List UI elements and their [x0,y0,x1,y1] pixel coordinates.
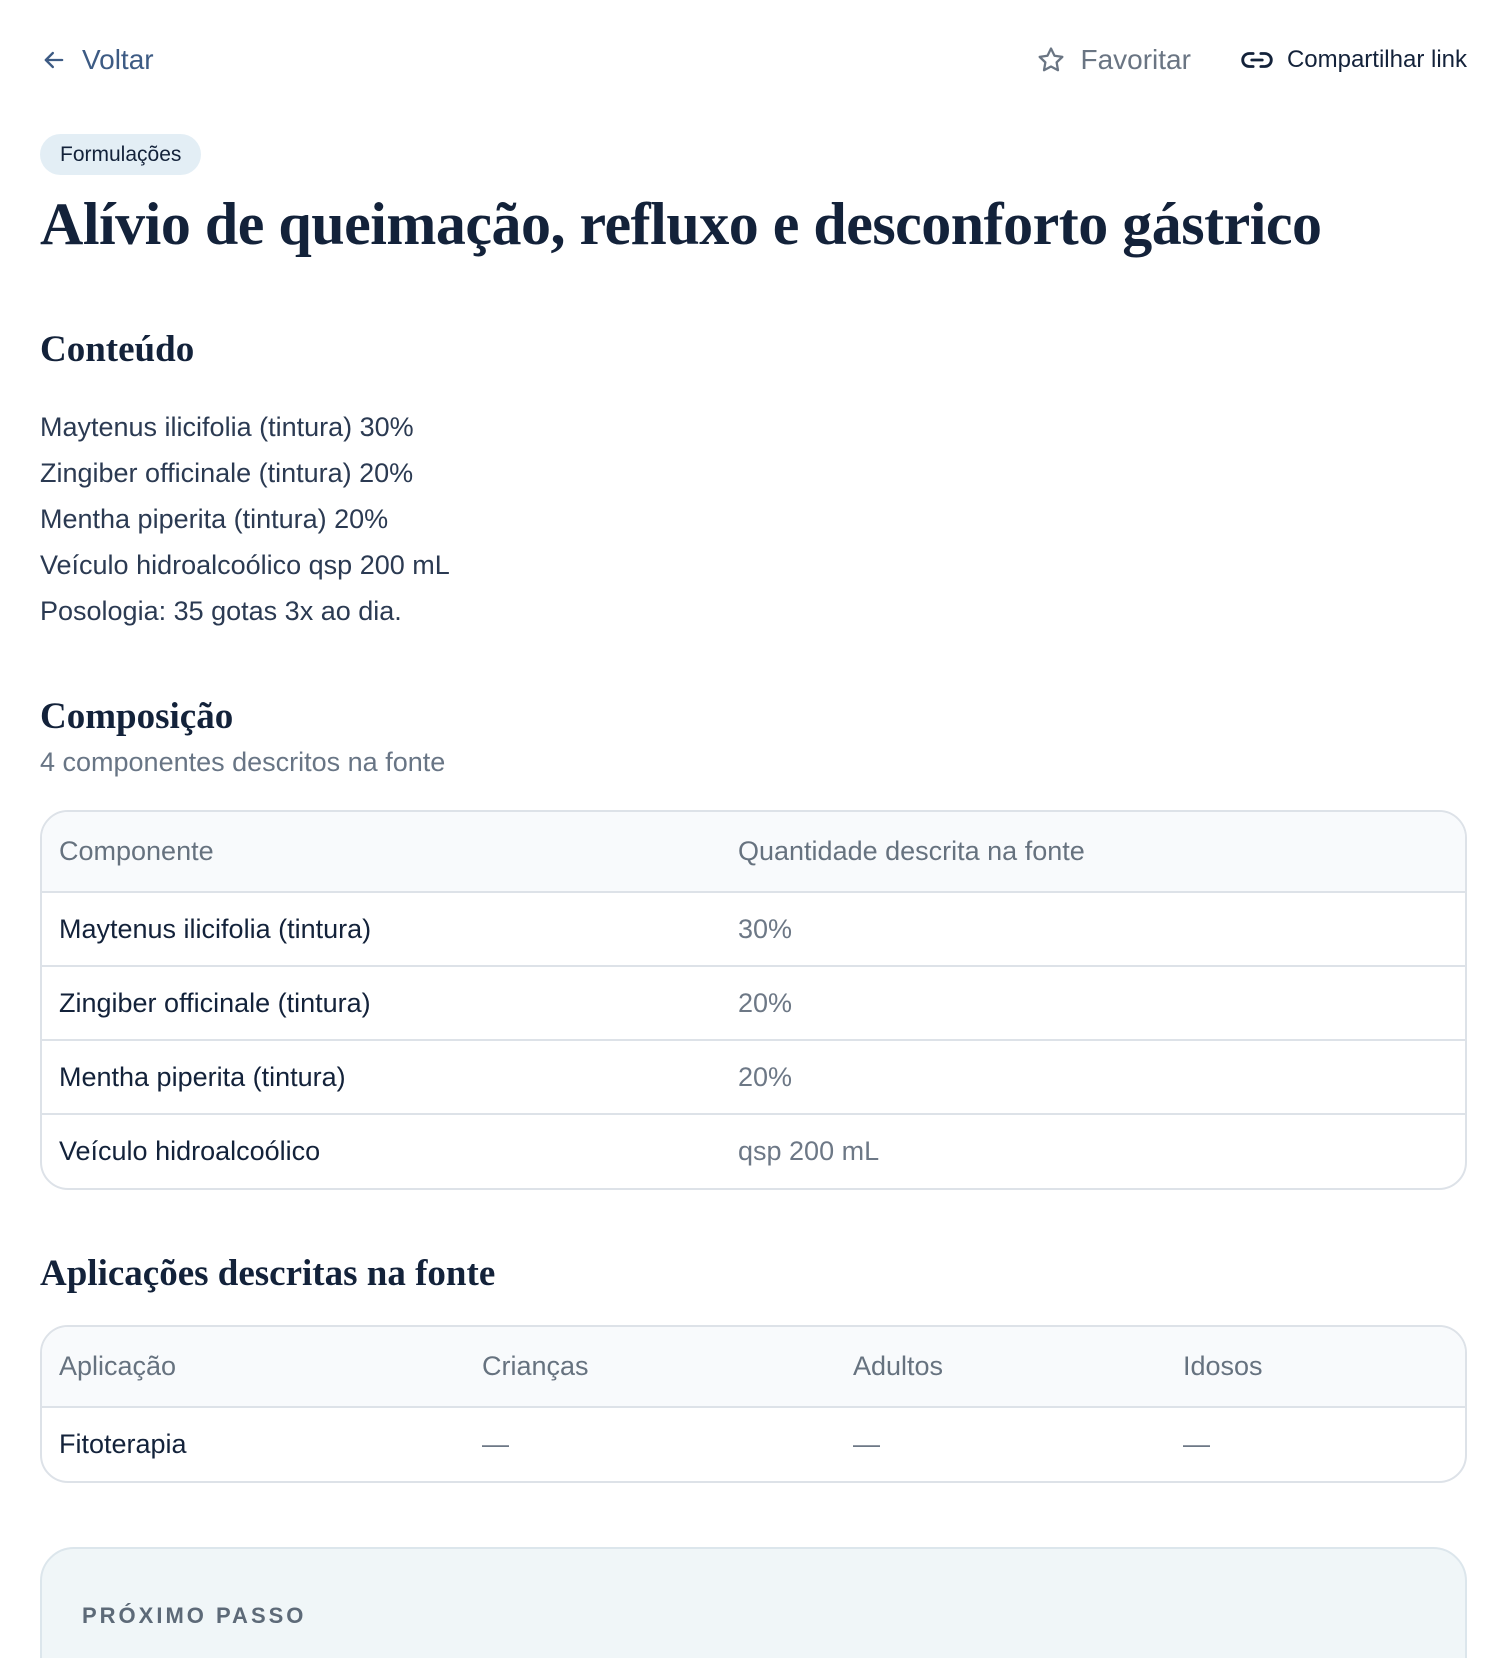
applications-heading: Aplicações descritas na fonte [40,1253,496,1294]
back-label: Voltar [82,44,154,75]
content-line: Maytenus ilicifolia (tintura) 30% [40,412,414,442]
column-header: Quantidade descrita na fonte [721,812,1465,892]
column-header: Idosos [1166,1327,1465,1407]
table-row [42,892,1465,966]
favorite-button[interactable] [1036,44,1190,76]
back-button[interactable] [40,44,154,76]
component-name: Zingiber officinale (tintura) [42,966,721,1040]
content-list [40,404,450,634]
applications-table [40,1325,1467,1483]
adults-value: — [853,1429,880,1459]
arrow-left-icon [40,46,68,74]
top-actions [1036,44,1467,76]
component-name: Veículo hidroalcoólico [59,1136,321,1166]
component-quantity: 20% [721,966,1465,1040]
content-line: Posologia: 35 gotas 3x ao dia. [40,596,402,626]
component-name: Maytenus ilicifolia (tintura) [42,892,721,966]
share-link-button[interactable] [1241,46,1467,74]
favorite-label: Favoritar [1080,44,1191,75]
column-header: Aplicação [42,1327,465,1407]
component-quantity: 20% [721,1040,1465,1114]
next-step-label: PRÓXIMO PASSO [82,1603,307,1628]
table-header-row [42,812,1465,892]
content-line: Zingiber officinale (tintura) 20% [40,458,414,488]
table-row [42,1040,1465,1114]
composition-table [40,810,1467,1190]
page-title: Alívio de queimação, refluxo e desconforto gástrico [40,191,1322,257]
column-header: Componente [42,812,721,892]
component-quantity: 30% [721,892,1465,966]
children-value: — [482,1429,509,1459]
table-row [42,1407,1465,1481]
elderly-value: — [1183,1429,1210,1459]
table-row [42,966,1465,1040]
composition-subtext: 4 componentes descritos na fonte [40,747,446,777]
star-icon [1036,45,1066,75]
column-header: Adultos [836,1327,1166,1407]
next-step-card [40,1547,1467,1658]
application-name: Fitoterapia [59,1429,187,1459]
table-row [42,1114,1465,1188]
content-line: Mentha piperita (tintura) 20% [40,504,389,534]
top-bar [40,40,1467,84]
content-heading: Conteúdo [40,329,195,370]
table-header-row [42,1327,1465,1407]
column-header: Crianças [465,1327,836,1407]
component-quantity: qsp 200 mL [738,1136,880,1166]
component-name: Mentha piperita (tintura) [42,1040,721,1114]
content-line: Veículo hidroalcoólico qsp 200 mL [40,550,450,580]
composition-heading: Composição [40,696,234,737]
category-chip: Formulações [40,134,201,175]
link-icon [1241,47,1273,73]
share-label: Compartilhar link [1286,46,1467,73]
